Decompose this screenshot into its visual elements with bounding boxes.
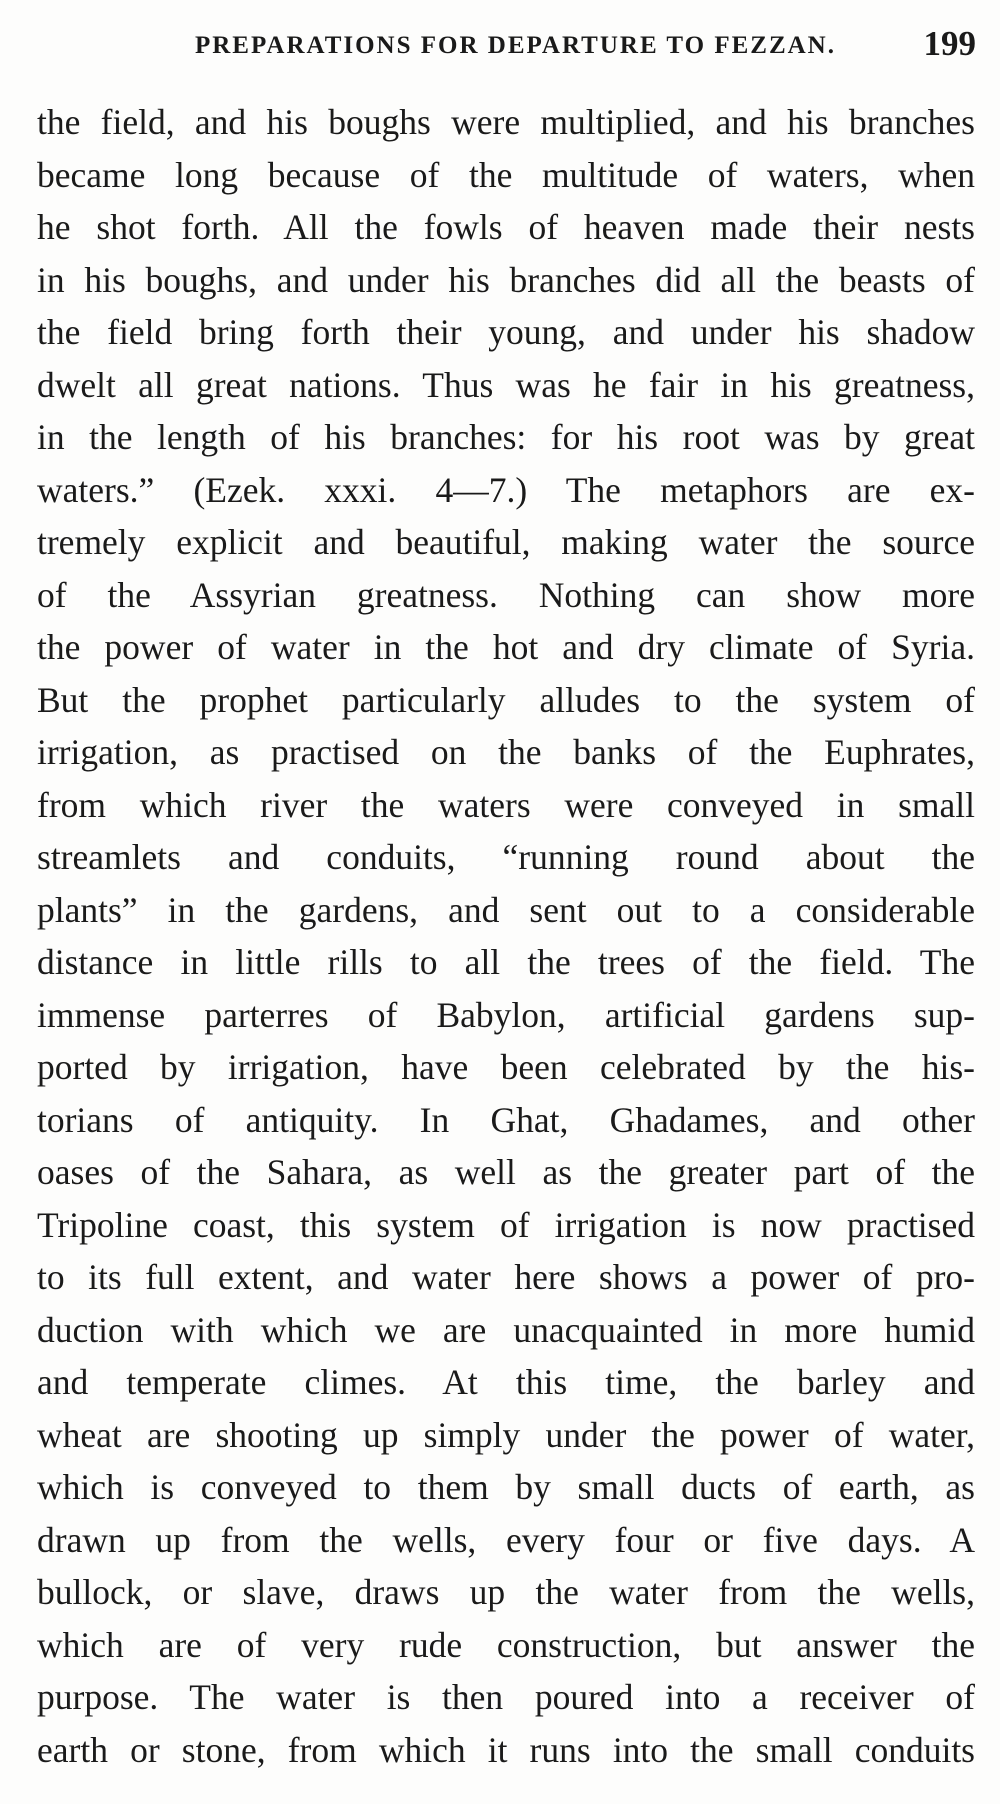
text-line: in the length of his branches: for his root was by great	[37, 417, 975, 457]
text-line: But the prophet particularly alludes to the system of	[37, 679, 975, 720]
text-line: Tripoline coast, this system of irrigation is now practised	[37, 1204, 975, 1245]
text-line: purpose. The water is then poured into a receiver of	[37, 1677, 975, 1717]
page-number: 199	[923, 24, 976, 63]
text-line: wheat are shooting up simply under the power of water,	[37, 1414, 975, 1455]
text-line: to its full extent, and water here shows a power of pro-	[37, 1257, 975, 1297]
text-line: he shot forth. All the fowls of heaven made their nests	[37, 207, 975, 247]
text-line: the field bring forth their young, and under his shadow	[37, 312, 975, 352]
text-line: earth or stone, from which it runs into the small conduits	[37, 1729, 975, 1770]
text-line: and temperate climes. At this time, the barley and	[37, 1362, 975, 1402]
text-line: of the Assyrian greatness. Nothing can show more	[37, 574, 975, 615]
text-line: streamlets and conduits, “running round about the	[37, 837, 975, 877]
text-line: plants” in the gardens, and sent out to a considerable	[37, 889, 975, 930]
running-head	[40, 24, 976, 64]
body-text	[37, 96, 975, 1776]
text-line: oases of the Sahara, as well as the greater part of the	[37, 1152, 975, 1192]
text-line: distance in little rills to all the trees of the field. The	[37, 942, 975, 982]
text-line: drawn up from the wells, every four or five days. A	[37, 1519, 975, 1560]
text-line: from which river the waters were conveyed in small	[37, 784, 975, 825]
text-line: bullock, or slave, draws up the water from the wells,	[37, 1572, 975, 1612]
text-line: immense parterres of Babylon, artificial gardens sup-	[37, 994, 975, 1035]
text-line: duction with which we are unacquainted in more humid	[37, 1309, 975, 1350]
text-line: ported by irrigation, have been celebrated by the his-	[37, 1047, 975, 1087]
text-line: tremely explicit and beautiful, making water the source	[37, 522, 975, 562]
text-line: which are of very rude construction, but answer the	[37, 1624, 975, 1665]
text-line: waters.” (Ezek. xxxi. 4—7.) The metaphors are ex-	[37, 469, 975, 510]
text-line: which is conveyed to them by small ducts of earth, as	[37, 1467, 975, 1507]
text-line: torians of antiquity. In Ghat, Ghadames, and other	[37, 1099, 975, 1140]
text-line: the power of water in the hot and dry climate of Syria.	[37, 627, 975, 667]
text-line: in his boughs, and under his branches did all the beasts of	[37, 259, 975, 300]
running-title: PREPARATIONS FOR DEPARTURE TO FEZZAN.	[194, 32, 836, 59]
text-line: became long because of the multitude of waters, when	[37, 154, 975, 195]
text-line: the field, and his boughs were multiplied, and his branches	[37, 102, 975, 142]
text-line: dwelt all great nations. Thus was he fair in his greatness,	[37, 364, 975, 405]
text-line: irrigation, as practised on the banks of the Euphrates,	[37, 732, 975, 772]
